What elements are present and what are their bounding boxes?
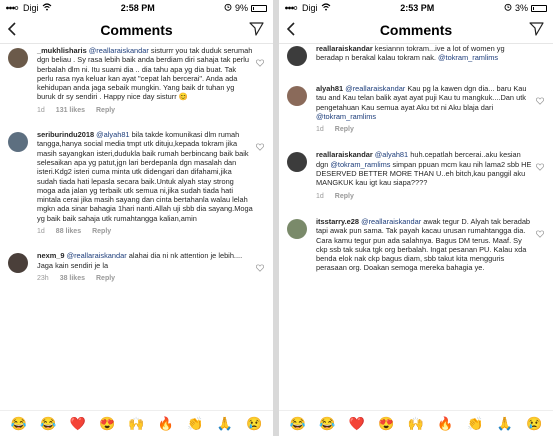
comment-item (279, 84, 553, 134)
emoji-heart-eyes-button[interactable]: 😍 (378, 415, 395, 431)
avatar[interactable] (287, 46, 307, 66)
comment-username[interactable]: alyah81 (316, 84, 344, 93)
emoji-fire-button[interactable]: 🔥 (437, 415, 454, 431)
comment-body (37, 130, 267, 236)
avatar[interactable] (287, 152, 307, 172)
alarm-icon (224, 3, 232, 13)
page-title: Comments (379, 21, 453, 38)
avatar[interactable] (287, 86, 307, 106)
reply-button[interactable]: Reply (334, 126, 354, 134)
comment-username[interactable]: _mukhlisharis (37, 46, 87, 55)
emoji-clap-button[interactable]: 👏 (466, 415, 484, 431)
comment-meta (37, 274, 253, 283)
comment-likes[interactable]: 131 likes (55, 106, 85, 114)
comment-body (37, 251, 267, 283)
comment-mention[interactable]: @alyah81 (96, 130, 130, 140)
battery-percent: 9% (234, 3, 248, 13)
comment-text: awak tegur D. Alyah tak beradab tapi awak pun sama. Tak payah kacau urusan rumahtangga dia. Cara kamu tegur pun ada salahnya. Bagus DM terus. Maaf. Sy ckp ssb tak suka tgk org berbalah. Ingat pesanan PU. Kalau xda benda elok nak ckp bagus diam, sbb takut kita mengguris perasaan org. Doakan semoga mereka bahagia ye. (316, 216, 531, 273)
emoji-tears-button[interactable]: 😂 (319, 415, 336, 431)
comment-text: kesiannn tokram...ive a lot of women yg beradap n berakal kalau tokram nak. (316, 44, 505, 63)
emoji-raised-hands-button[interactable]: 🙌 (128, 415, 145, 431)
comment-text: huh.cepatlah bercerai..aku kesian dgn (316, 150, 521, 169)
comment-item (279, 44, 553, 66)
comment-time: 1d (316, 192, 324, 200)
alarm-icon (504, 3, 512, 13)
signal-icon (6, 3, 20, 13)
battery-icon (531, 5, 547, 12)
comment-item (0, 130, 273, 236)
battery-icon (251, 5, 267, 12)
reply-button[interactable]: Reply (334, 192, 354, 200)
comment-mention[interactable]: @tokram_ramlims (438, 53, 499, 63)
comment-text: Kau pg la kawen dgn dia... baru Kau tau and Kau telan balik ayat ayat puji Kau tu mangkuk....Dan utk pengetahuan Kau semua ayat Aku txt ni Aku blaja dari (316, 84, 527, 112)
avatar[interactable] (287, 219, 307, 239)
clock: 2:58 PM (120, 3, 155, 13)
left-phone-screen (0, 0, 273, 436)
comment-body (316, 44, 547, 66)
comment-meta (316, 192, 533, 201)
like-heart-icon[interactable] (256, 138, 264, 146)
send-direct-icon[interactable] (529, 22, 544, 41)
emoji-pray-button[interactable]: 🙏 (496, 415, 513, 431)
comment-time: 1d (37, 228, 45, 236)
emoji-sad-button[interactable]: 😢 (526, 415, 543, 431)
comment-time: 1d (37, 106, 45, 114)
right-phone-screen (279, 0, 553, 436)
comment-body (316, 84, 547, 134)
carrier-label: Digi (23, 3, 39, 13)
emoji-quick-bar (0, 410, 273, 436)
comment-text: bila takde komunikasi dlm rumah tangga,hanya social media tmpt utk dituju,kepada tokram jika masih sayangkan isteri,dudukla baik rumah berbincang baik baik selesaikan apa yg patut,jgn lari berdepanla dgn masalah dan isteri.Kdg2 isteri cuma minta utk didengari dan difahami,jika sudah tiada hati lepasla secara baik.Untuk alyah stay strong moga ada jalan yg terbaik utk semua ni,jika sudah tiada hati mintala cerai jika masih sayang dan cinta bertahanla walau lelah mgkn ada sinar bahagia 1hari nanti.Allah uji sbb dia sayang.Moga yg baik baik sahaja utk rumahtangga kalian,amin (37, 130, 253, 223)
comment-mention[interactable]: @alyah81 (374, 150, 409, 160)
wifi-icon (321, 3, 331, 13)
comment-mention[interactable]: @reallaraiskandar (345, 84, 406, 93)
comment-username[interactable]: seriburindu2018 (37, 130, 95, 140)
comment-text: simpan ppuan mcm kau nih lama2 sbb HE DESERVED BETTER MORE THAN U..eh bitch,kau panggil aku MANGKUK kau igt kau siapa???? (316, 159, 532, 188)
comment-likes[interactable]: 38 likes (59, 274, 85, 282)
comment-item (279, 150, 553, 200)
emoji-laughing-button[interactable]: 😂 (10, 415, 27, 431)
page-title: Comments (100, 21, 173, 38)
emoji-pray-button[interactable]: 🙏 (216, 415, 233, 431)
comments-header (279, 16, 553, 44)
comment-list[interactable] (0, 44, 273, 410)
send-direct-icon[interactable] (249, 22, 264, 41)
comment-body (316, 217, 547, 273)
battery-percent: 3% (514, 3, 528, 13)
emoji-clap-button[interactable]: 👏 (187, 415, 204, 431)
comment-item (0, 251, 273, 283)
emoji-heart-button[interactable]: ❤️ (348, 415, 365, 431)
comment-meta (316, 125, 533, 134)
back-chevron-icon[interactable] (287, 21, 295, 41)
emoji-heart-button[interactable]: ❤️ (69, 415, 86, 431)
like-heart-icon[interactable] (536, 158, 544, 166)
wifi-icon (42, 3, 52, 13)
comment-mention[interactable]: @tokram_ramlims (330, 159, 391, 169)
emoji-fire-button[interactable]: 🔥 (157, 415, 174, 431)
avatar[interactable] (8, 253, 28, 273)
emoji-tears-button[interactable]: 😂 (40, 415, 57, 431)
avatar[interactable] (8, 48, 28, 68)
comment-username[interactable]: reallaraiskandar (316, 150, 373, 160)
comment-item (279, 217, 553, 273)
status-bar (279, 0, 553, 16)
avatar[interactable] (8, 132, 28, 152)
emoji-quick-bar (279, 410, 553, 436)
like-heart-icon[interactable] (256, 259, 264, 267)
comment-username[interactable]: nexm_9 (37, 251, 65, 261)
like-heart-icon[interactable] (536, 225, 544, 233)
comment-meta (37, 106, 253, 115)
like-heart-icon[interactable] (536, 92, 544, 100)
emoji-raised-hands-button[interactable]: 🙌 (407, 415, 425, 431)
comment-mention[interactable]: @reallaraiskandar (88, 46, 149, 55)
status-bar (0, 0, 273, 16)
comment-text: alahai dia ni nk attention je lebih.... Jaga kain sendiri je la (37, 251, 243, 270)
comment-item (0, 46, 273, 115)
comment-meta (37, 227, 253, 236)
comment-username[interactable]: reallaraiskandar (316, 44, 373, 53)
comment-body (37, 46, 267, 115)
like-heart-icon[interactable] (256, 54, 264, 62)
comment-list[interactable] (279, 44, 553, 410)
emoji-sad-button[interactable]: 😢 (246, 415, 263, 431)
signal-icon (285, 3, 299, 13)
comment-time: 23h (37, 274, 49, 282)
comment-mention[interactable]: @reallaraiskandar (361, 216, 422, 226)
emoji-laughing-button[interactable]: 😂 (289, 415, 306, 431)
reply-button[interactable]: Reply (92, 228, 112, 236)
comment-mention[interactable]: @reallaraiskandar (66, 251, 127, 261)
comments-header (0, 16, 273, 44)
comment-mention[interactable]: @tokram_ramlims (316, 111, 377, 121)
reply-button[interactable]: Reply (96, 274, 116, 282)
back-chevron-icon[interactable] (8, 21, 16, 41)
reply-button[interactable]: Reply (96, 106, 116, 114)
comment-time: 1d (316, 126, 324, 134)
carrier-label: Digi (302, 3, 318, 13)
emoji-heart-eyes-button[interactable]: 😍 (98, 415, 116, 431)
comment-text: sisturrr you tak duduk serumah dgn beliau . Sy rasa lebih baik anda berdiam diri sahaja tak perlu berbalah dlm ni. Itu suami dia .. dia tahu apa yg dia buat. Tak perlu rasa nya keluar kan ayat "cepat lah bercerai". Anda ada kehidupan anda jaga sebaik mungkin. Yang baik dr tuhan yg buruk dr sy sendiri . Happy nice day sisturr 😊 (37, 46, 253, 102)
comment-likes[interactable]: 88 likes (55, 228, 82, 236)
clock: 2:53 PM (400, 3, 435, 13)
comment-body (316, 150, 547, 200)
comment-username[interactable]: itsstarry.e28 (316, 216, 360, 226)
